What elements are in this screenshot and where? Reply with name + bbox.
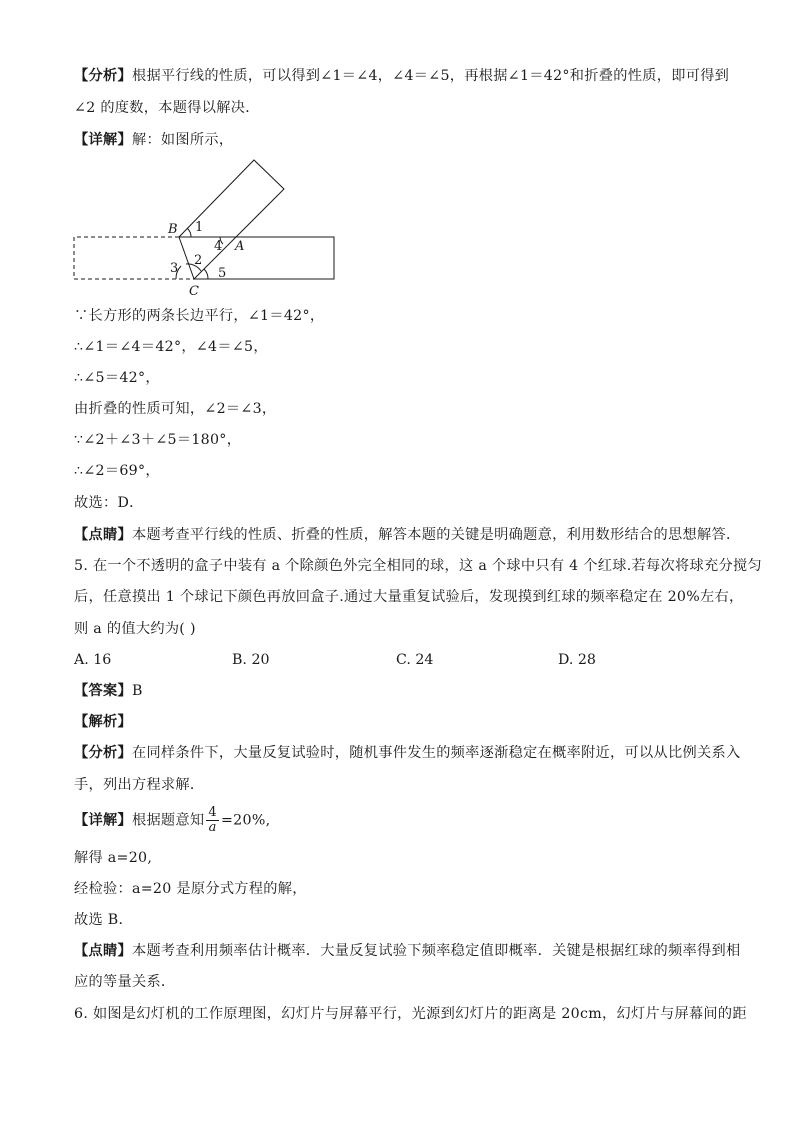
comment-tag: 【点睛】 xyxy=(74,527,132,543)
detail-tag: 【详解】 xyxy=(74,132,132,148)
angle-3-label: 3 xyxy=(170,261,179,276)
q5-detail-line xyxy=(74,806,270,835)
step-2: ∴∠1＝∠4＝42°，∠4＝∠5， xyxy=(74,339,268,355)
fraction-numerator: 4 xyxy=(208,805,217,820)
step-5: ∵∠2＋∠3＋∠5＝180°， xyxy=(74,432,242,448)
fraction-4-over-a xyxy=(206,806,219,835)
analysis-text: 根据平行线的性质，可以得到∠1＝∠4，∠4＝∠5，再根据∠1＝42°和折叠的性质，即可得到 xyxy=(131,68,730,84)
q5-option-a: A. 16 xyxy=(74,652,112,668)
q5-option-d: D. 28 xyxy=(558,652,596,668)
analysis-tag: 【分析】 xyxy=(74,68,132,84)
comment-line xyxy=(74,525,740,545)
q5-comment-line-2: 应的等量关系． xyxy=(74,974,176,990)
angle-1-label: 1 xyxy=(195,220,204,235)
q5-step-2: 经检验：a=20 是原分式方程的解， xyxy=(74,881,307,897)
step-6: ∴∠2＝69°， xyxy=(74,463,160,479)
q5-analysis-tag: 【分析】 xyxy=(74,745,132,761)
analysis-line-1 xyxy=(74,66,729,86)
q5-analysis-line-1 xyxy=(74,743,740,763)
q5-step-3: 故选 B． xyxy=(74,912,133,928)
q5-comment-text: 本题考查利用频率估计概率．大量反复试验下频率稳定值即概率．关键是根据红球的频率得到相 xyxy=(131,943,741,959)
detail-text: 解：如图所示， xyxy=(131,132,234,148)
answer-value: B xyxy=(131,683,143,699)
angle-2-label: 2 xyxy=(194,253,203,268)
point-a-label: A xyxy=(235,239,245,254)
q5-comment-line-1 xyxy=(74,941,740,961)
comment-text: 本题考查平行线的性质、折叠的性质，解答本题的关键是明确题意，利用数形结合的思想解答． xyxy=(131,527,741,543)
q5-line-1: 5. 在一个不透明的盒子中装有 a 个除颜色外完全相同的球，这 a 个球中只有 4 个红球.若每次将球充分搅匀 xyxy=(74,558,762,574)
step-7: 故选：D． xyxy=(74,495,144,511)
q5-explanation-tag: 【解析】 xyxy=(74,714,132,730)
q5-answer-line xyxy=(74,681,143,701)
point-b-label: B xyxy=(168,222,178,237)
q5-line-2: 后，任意摸出 1 个球记下颜色再放回盒子.通过大量重复试验后，发现摸到红球的频率稳定在 20%左右， xyxy=(74,589,744,605)
q5-detail-pre: 根据题意知 xyxy=(131,812,205,829)
q5-analysis-line-2: 手，列出方程求解． xyxy=(74,777,205,793)
q6-line-1: 6. 如图是幻灯机的工作原理图，幻灯片与屏幕平行，光源到幻灯片的距离是 20cm，幻灯片与屏幕间的距 xyxy=(74,1006,747,1022)
point-c-label: C xyxy=(189,284,199,299)
angle-5-arc xyxy=(204,269,208,279)
answer-tag: 【答案】 xyxy=(74,683,132,699)
q5-option-c: C. 24 xyxy=(396,652,434,668)
angle-1-arc xyxy=(187,228,191,237)
step-1: ∵长方形的两条长边平行，∠1＝42°， xyxy=(74,308,325,324)
q5-analysis-text: 在同样条件下，大量反复试验时，随机事件发生的频率逐渐稳定在概率附近，可以从比例关系入 xyxy=(131,745,741,761)
q5-option-b: B. 20 xyxy=(232,652,270,668)
q5-line-3: 则 a 的值大约为( ) xyxy=(74,621,196,637)
q5-step-1: 解得 a=20, xyxy=(74,850,153,866)
q5-comment-tag: 【点睛】 xyxy=(74,943,132,959)
fraction-denominator: a xyxy=(208,820,217,835)
angle-5-label: 5 xyxy=(218,266,227,281)
q5-detail-tag: 【详解】 xyxy=(74,812,132,829)
step-3: ∴∠5＝42°， xyxy=(74,370,160,386)
q5-detail-post: =20%, xyxy=(220,812,271,829)
angle-4-label: 4 xyxy=(214,239,223,254)
analysis-line-2: ∠2 的度数，本题得以解决． xyxy=(74,100,260,116)
fold-figure xyxy=(70,155,360,300)
detail-line xyxy=(74,130,233,150)
step-4: 由折叠的性质可知，∠2＝∠3， xyxy=(74,401,277,417)
